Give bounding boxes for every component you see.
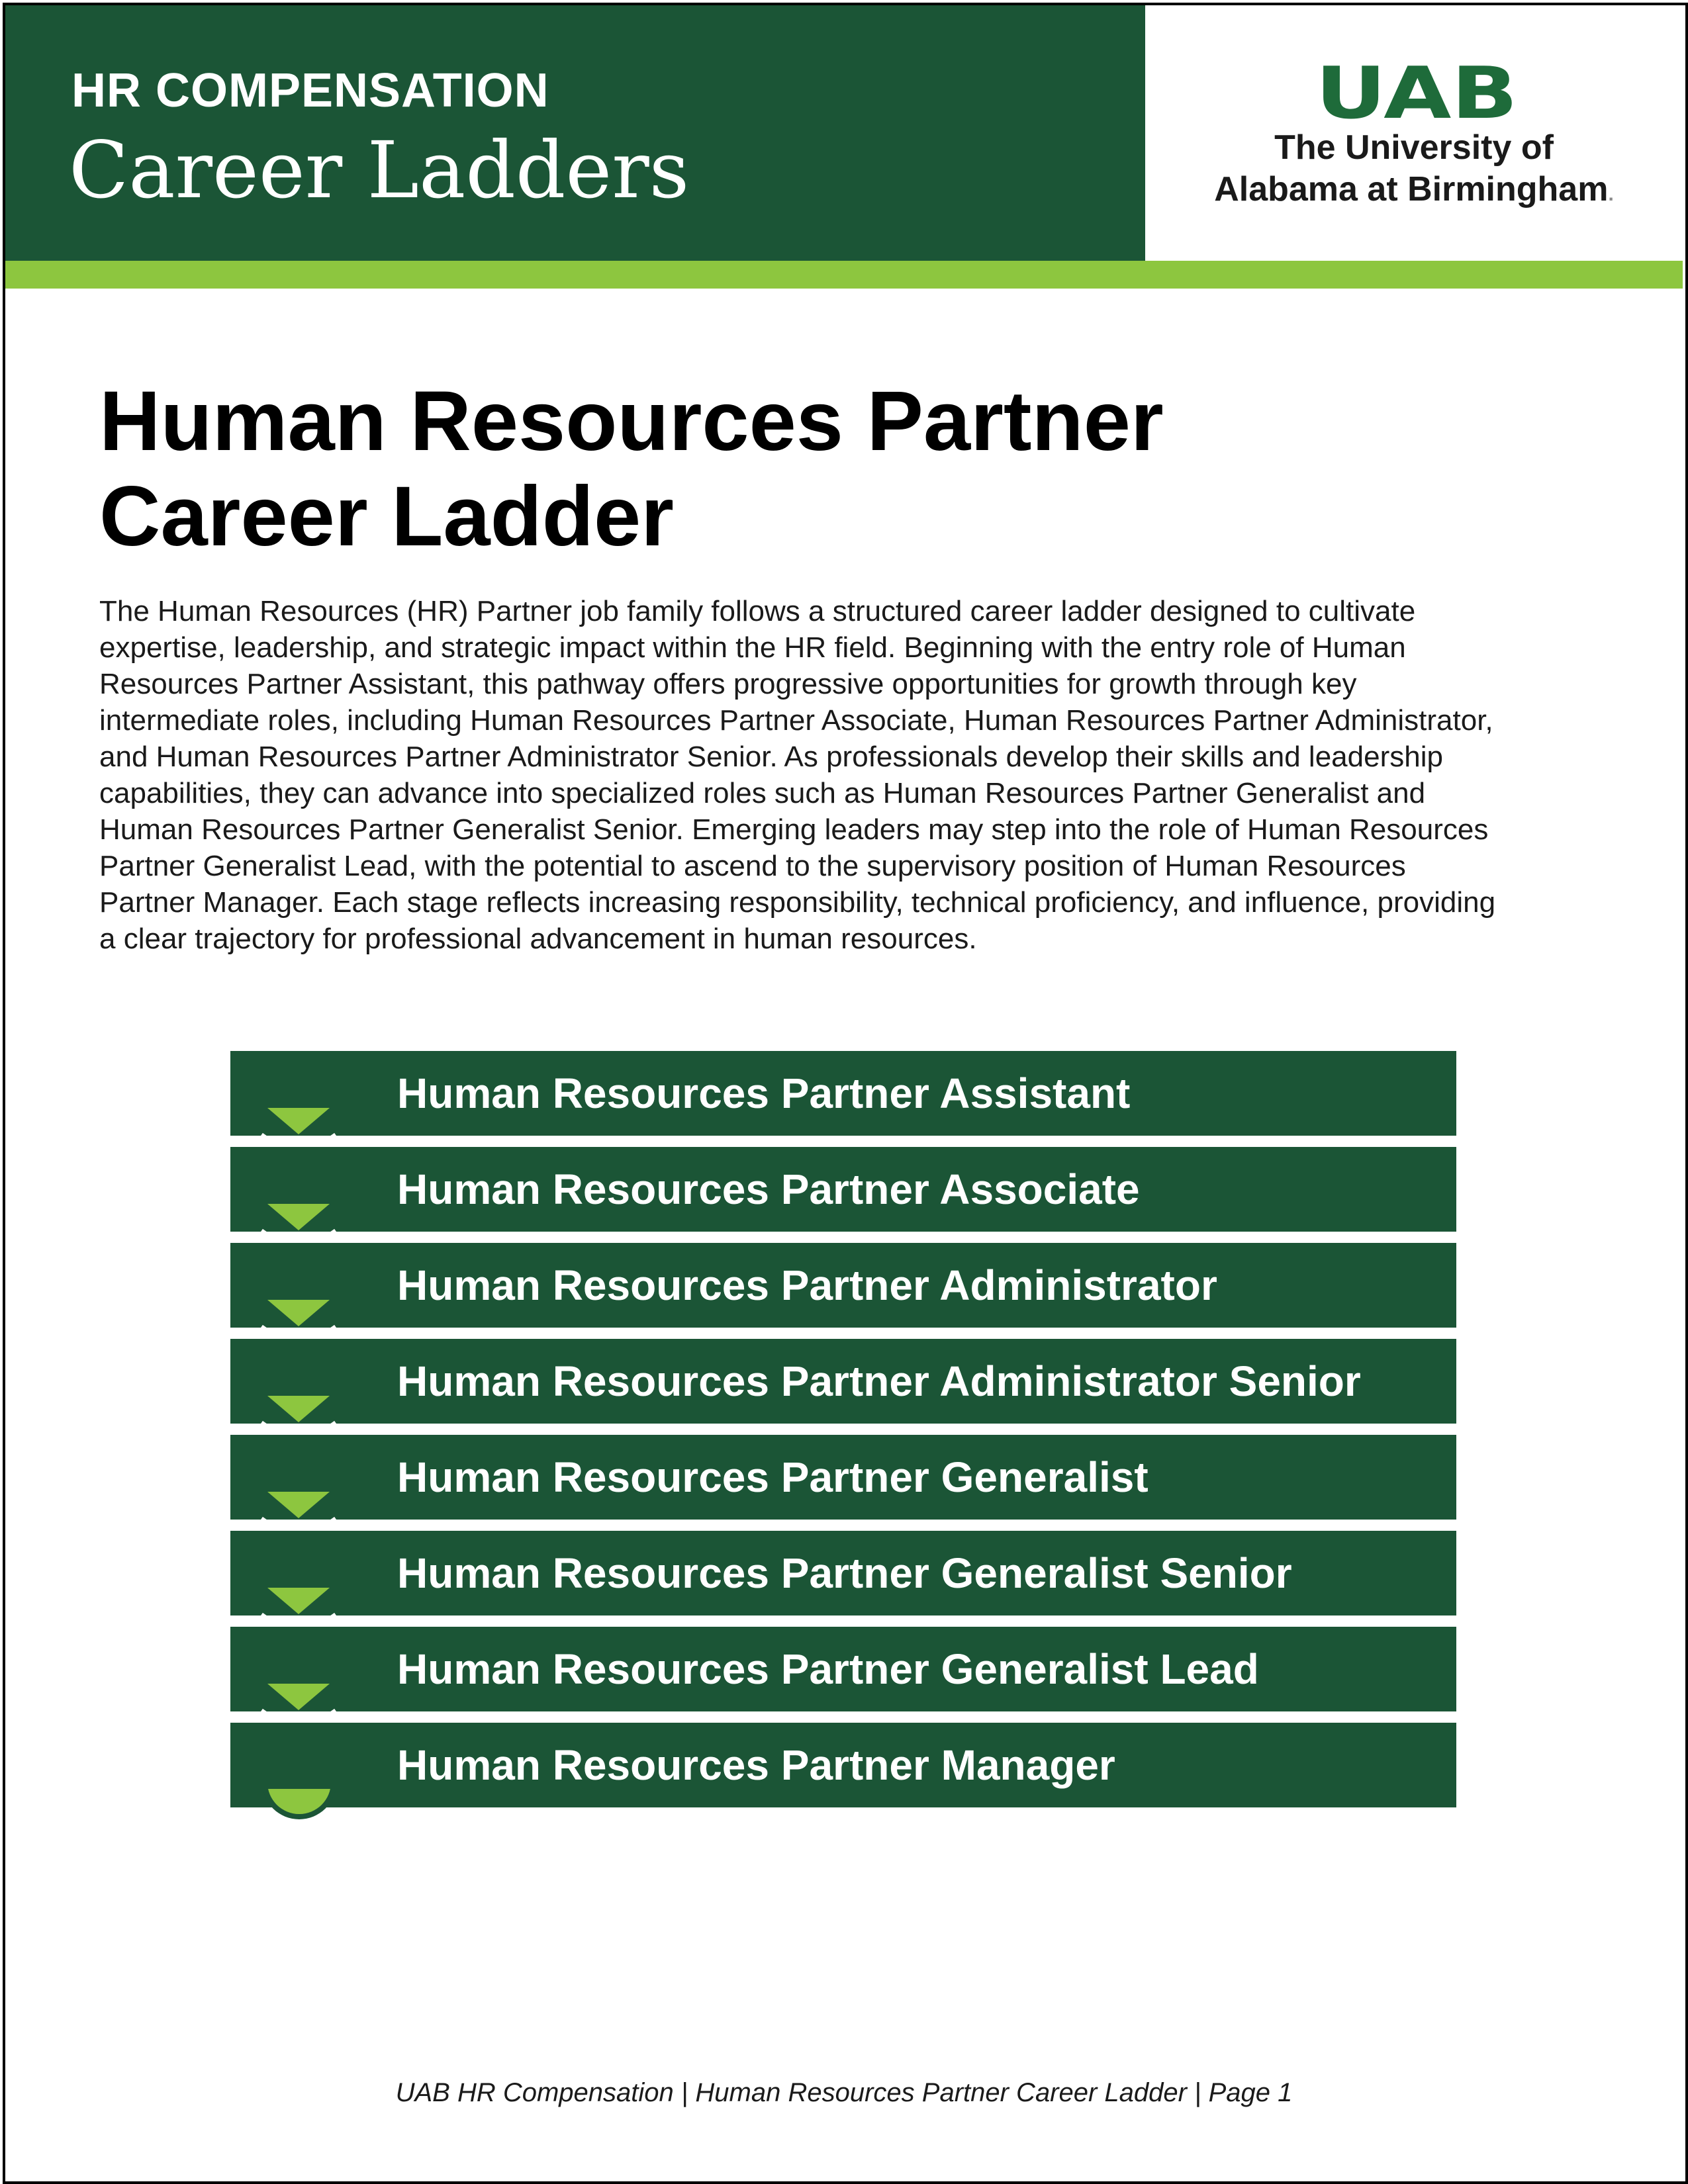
header-title: Career Ladders xyxy=(69,124,690,216)
intro-line: Partner Manager. Each stage reflects increasing responsibility, technical proficiency, and influence, providing xyxy=(99,886,1496,919)
page-title-line-2: Career Ladder xyxy=(99,469,674,564)
logo-line-1: The University of xyxy=(1274,128,1554,167)
intro-line: Human Resources Partner Generalist Senior. Emerging leaders may step into the role of Human Resources xyxy=(99,813,1489,846)
ladder-step-label: Human Resources Partner Administrator Senior xyxy=(397,1357,1361,1405)
intro-line: capabilities, they can advance into specialized roles such as Human Resources Partner Generalist and xyxy=(99,777,1426,809)
ladder-step xyxy=(230,1531,1456,1615)
logo-line-2-text: Alabama at Birmingham xyxy=(1214,170,1609,208)
ladder-step-label: Human Resources Partner Generalist Lead xyxy=(397,1645,1259,1693)
intro-paragraph xyxy=(99,593,1602,957)
intro-line: Resources Partner Assistant, this pathway offers progressive opportunities for growth through key xyxy=(99,668,1357,700)
header-kicker: HR COMPENSATION xyxy=(71,64,549,117)
intro-line: and Human Resources Partner Administrator Senior. As professionals develop their skills and leadership xyxy=(99,741,1443,773)
intro-line: intermediate roles, including Human Resources Partner Associate, Human Resources Partner Administrator, xyxy=(99,704,1493,737)
uab-wordmark-icon xyxy=(1314,64,1519,123)
intro-line: Partner Generalist Lead, with the potential to ascend to the supervisory position of Human Resources xyxy=(99,850,1406,882)
page-title xyxy=(99,374,1164,565)
ladder-step-label: Human Resources Partner Associate xyxy=(397,1165,1140,1213)
logo-trademark: . xyxy=(1608,183,1614,205)
accent-bar xyxy=(5,261,1683,289)
ladder-step-label: Human Resources Partner Assistant xyxy=(397,1069,1131,1117)
page-footer: UAB HR Compensation | Human Resources Partner Career Ladder | Page 1 xyxy=(395,2078,1293,2107)
ladder-step xyxy=(230,1627,1456,1711)
svg-text:UAB: UAB xyxy=(1315,64,1518,123)
intro-line: expertise, leadership, and strategic impact within the HR field. Beginning with the entry role of Human xyxy=(99,631,1406,664)
ladder-step-label: Human Resources Partner Generalist Senior xyxy=(397,1549,1292,1597)
ladder-step xyxy=(230,1243,1456,1328)
ladder-step xyxy=(230,1339,1456,1424)
ladder-step-label: Human Resources Partner Manager xyxy=(397,1741,1115,1789)
page-title-line-1: Human Resources Partner xyxy=(99,374,1164,469)
ladder-step xyxy=(230,1147,1456,1232)
ladder-end-cap-icon xyxy=(262,1782,336,1830)
uab-logo xyxy=(1145,5,1683,261)
header-band xyxy=(5,5,1145,261)
intro-line: The Human Resources (HR) Partner job family follows a structured career ladder designed to cultivate xyxy=(99,595,1416,627)
logo-line-2 xyxy=(1145,169,1683,209)
ladder-step xyxy=(230,1723,1456,1807)
ladder-step xyxy=(230,1051,1456,1136)
ladder-step-label: Human Resources Partner Administrator xyxy=(397,1261,1217,1309)
ladder-step-label: Human Resources Partner Generalist xyxy=(397,1453,1149,1501)
ladder-step xyxy=(230,1435,1456,1520)
intro-line: a clear trajectory for professional advancement in human resources. xyxy=(99,923,977,955)
